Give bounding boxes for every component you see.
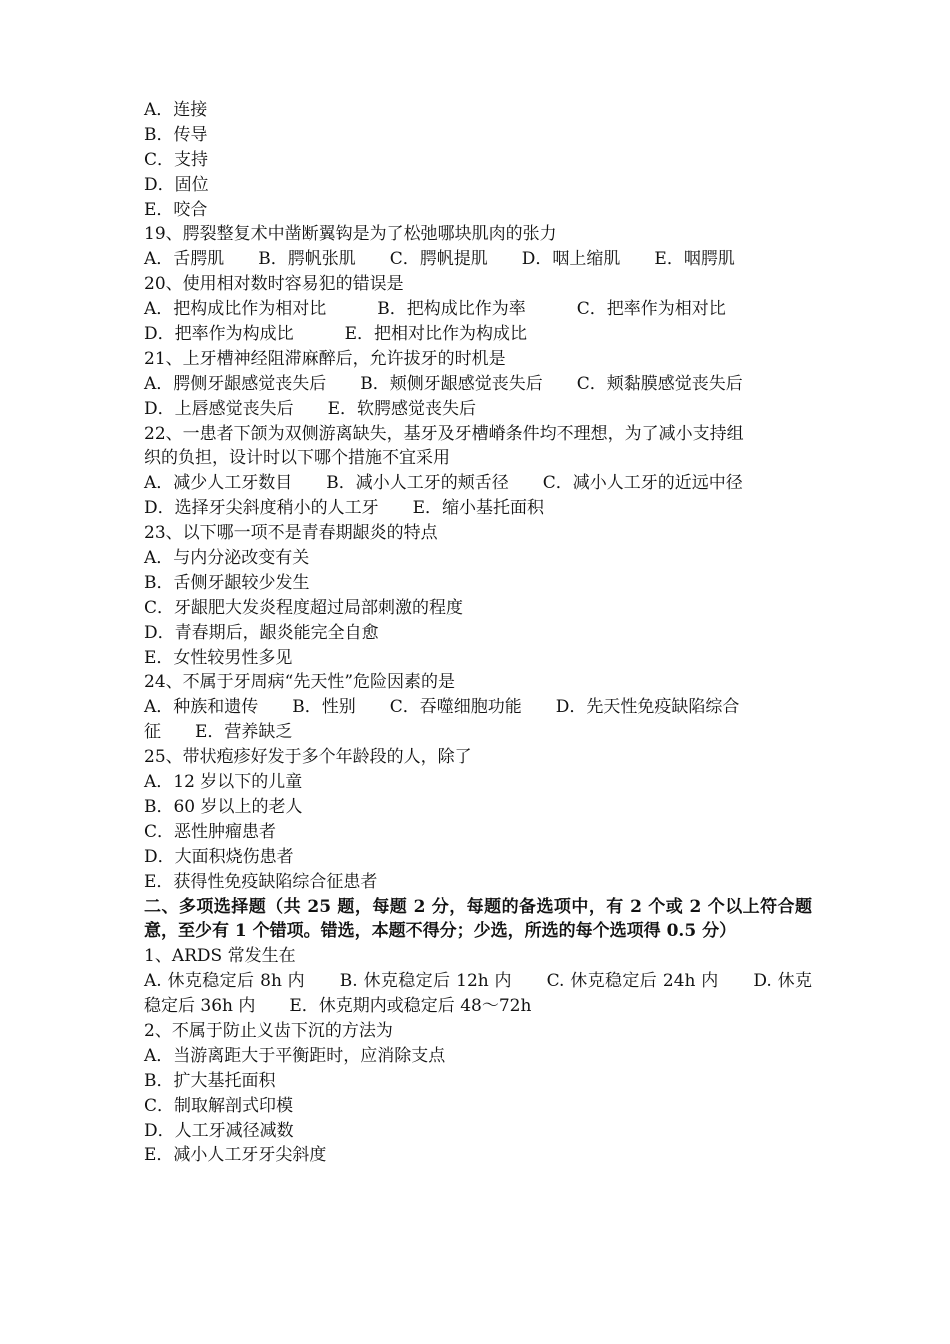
section-heading: 二、多项选择题（共 25 题，每题 2 分，每题的备选项中，有 2 个或 2 个以上符合题意，至少有 1 个错项。错选，本题不得分；少选，所选的每个选项得 0.5 分） (144, 896, 812, 942)
text-line: A．腭侧牙龈感觉丧失后 B．颊侧牙龈感觉丧失后 C．颊黏膜感觉丧失后 (144, 373, 743, 394)
text-line: A．减少人工牙数目 B．减小人工牙的颊舌径 C．减小人工牙的近远中径 (144, 473, 743, 494)
question-22: 22、一患者下颌为双侧游离缺失，基牙及牙槽嵴条件均不理想，为了减小支持组 (144, 423, 744, 444)
text-line: A．12 岁以下的儿童 (144, 772, 303, 793)
text-line: A．种族和遗传 B．性别 C．吞噬细胞功能 D．先天性免疫缺陷综合 (144, 697, 740, 718)
document-page (144, 98, 812, 1168)
text-line: C．牙龈肥大发炎程度超过局部刺激的程度 (144, 597, 464, 618)
question-19: 19、腭裂整复术中凿断翼钩是为了松弛哪块肌肉的张力 (144, 224, 557, 245)
text-line: C．支持 (144, 149, 209, 170)
text-line: 织的负担，设计时以下哪个措施不宜采用 (144, 448, 450, 469)
text-line: A．舌腭肌 B．腭帆张肌 C．腭帆提肌 D．咽上缩肌 E．咽腭肌 (144, 249, 735, 270)
text-line: E．咬合 (144, 199, 208, 220)
text-line: A．与内分泌改变有关 (144, 548, 310, 569)
text-line: D．把率作为构成比 E．把相对比作为构成比 (144, 324, 528, 345)
text-line: E．女性较男性多见 (144, 647, 293, 668)
question-multi-2: 2、不属于防止义齿下沉的方法为 (144, 1021, 393, 1042)
question-20: 20、使用相对数时容易犯的错误是 (144, 274, 404, 295)
text-line: B．舌侧牙龈较少发生 (144, 572, 310, 593)
text-line: D．选择牙尖斜度稍小的人工牙 E．缩小基托面积 (144, 498, 545, 519)
question-23: 23、以下哪一项不是青春期龈炎的特点 (144, 523, 438, 544)
question-21: 21、上牙槽神经阻滞麻醉后，允许拔牙的时机是 (144, 348, 506, 369)
question-multi-1-options: A. 休克稳定后 8h 内 B. 休克稳定后 12h 内 C. 休克稳定后 24h 内 D. 休克稳定后 36h 内 E．休克期内或稳定后 48～72h (144, 971, 812, 1017)
text-line: A．把构成比作为相对比 B．把构成比作为率 C．把率作为相对比 (144, 299, 726, 320)
question-multi-1: 1、ARDS 常发生在 (144, 946, 296, 967)
text-line: D．上唇感觉丧失后 E．软腭感觉丧失后 (144, 398, 477, 419)
text-line: B．传导 (144, 124, 208, 145)
text-line: C．制取解剖式印模 (144, 1095, 294, 1116)
text-line: A．当游离距大于平衡距时，应消除支点 (144, 1045, 446, 1066)
text-line: B．扩大基托面积 (144, 1070, 276, 1091)
text-line: D．固位 (144, 174, 209, 195)
text-line: D．大面积烧伤患者 (144, 846, 294, 867)
text-line: B．60 岁以上的老人 (144, 796, 303, 817)
text-line: E．减小人工牙牙尖斜度 (144, 1145, 327, 1166)
text-line: D．青春期后，龈炎能完全自愈 (144, 622, 379, 643)
question-25: 25、带状疱疹好发于多个年龄段的人，除了 (144, 747, 472, 768)
text-line: D．人工牙减径减数 (144, 1120, 294, 1141)
text-line: 征 E．营养缺乏 (144, 722, 293, 743)
text-line: A．连接 (144, 100, 208, 120)
text-line: C．恶性肿瘤患者 (144, 821, 277, 842)
question-24: 24、不属于牙周病“先天性”危险因素的是 (144, 672, 456, 693)
text-line: E．获得性免疫缺陷综合征患者 (144, 871, 378, 892)
